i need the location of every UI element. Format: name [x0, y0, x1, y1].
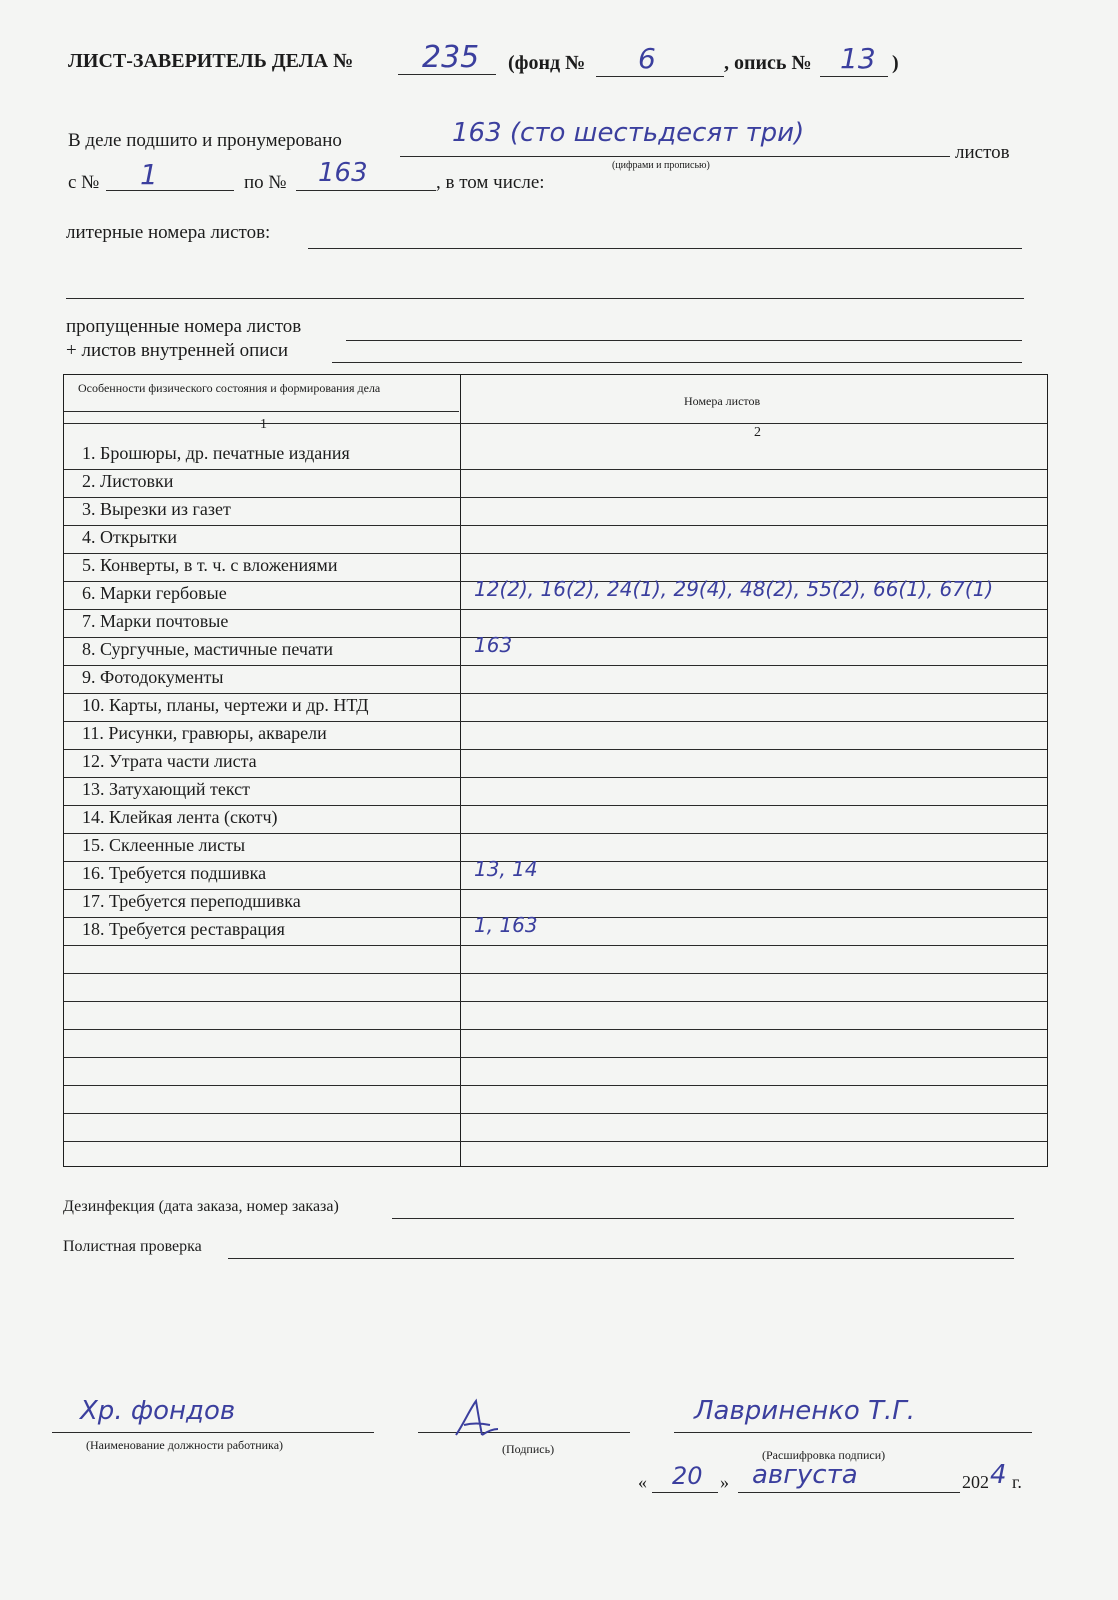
- handwritten-signature: [450, 1395, 500, 1441]
- condition-table: [63, 374, 1048, 1167]
- from-line: [106, 190, 234, 191]
- close-paren: ): [892, 52, 899, 74]
- row-divider: [64, 805, 1047, 806]
- column1-number: 1: [260, 417, 267, 432]
- empty-row-divider: [64, 973, 1047, 974]
- sheet-check-line: [228, 1258, 1014, 1259]
- sheets-label: В деле подшито и пронумеровано: [68, 130, 342, 151]
- row-divider: [64, 469, 1047, 470]
- row-divider: [64, 749, 1047, 750]
- row-divider: [64, 917, 1047, 918]
- case-number: 235: [422, 40, 480, 75]
- name-line: [674, 1432, 1032, 1433]
- title-prefix: ЛИСТ-ЗАВЕРИТЕЛЬ ДЕЛА №: [68, 50, 354, 72]
- row-divider: [64, 497, 1047, 498]
- date-year-end: г.: [1012, 1472, 1022, 1492]
- sheets-units: листов: [955, 142, 1010, 163]
- date-quote-open: «: [638, 1472, 647, 1492]
- header-line-1: [64, 411, 459, 412]
- empty-row-divider: [64, 1085, 1047, 1086]
- table-row-label: 10. Карты, планы, чертежи и др. НТД: [82, 695, 369, 715]
- column-divider: [460, 375, 461, 1166]
- table-row-label: 18. Требуется реставрация: [82, 919, 285, 939]
- disinfection-label: Дезинфекция (дата заказа, номер заказа): [63, 1198, 339, 1215]
- missing-numbers-line: [346, 340, 1022, 341]
- position-caption: (Наименование должности работника): [86, 1438, 284, 1452]
- missing-numbers-label: пропущенные номера листов: [66, 316, 302, 337]
- internal-inventory-line: [332, 362, 1022, 363]
- date-quote-close: »: [720, 1472, 729, 1492]
- sheets-hint: (цифрами и прописью): [612, 160, 710, 171]
- to-line: [296, 190, 436, 191]
- name-caption: (Расшифровка подписи): [762, 1448, 886, 1462]
- empty-row-divider: [64, 1001, 1047, 1002]
- date-year-suffix: 4: [990, 1460, 1007, 1490]
- from-label: с №: [68, 172, 100, 193]
- opis-line: [820, 76, 888, 77]
- sheet-check-label: Полистная проверка: [63, 1238, 202, 1255]
- row-divider: [64, 609, 1047, 610]
- header-line-2: [64, 423, 1047, 424]
- row-divider: [64, 721, 1047, 722]
- fond-label: (фонд №: [508, 52, 586, 74]
- table-row-label: 6. Марки гербовые: [82, 583, 227, 603]
- table-row-label: 14. Клейкая лента (скотч): [82, 807, 278, 827]
- row-divider: [64, 777, 1047, 778]
- month-line: [738, 1492, 960, 1493]
- table-row-label: 5. Конверты, в т. ч. с вложениями: [82, 555, 338, 575]
- row-divider: [64, 525, 1047, 526]
- including-label: , в том числе:: [436, 172, 545, 193]
- table-row-value: 163: [474, 633, 513, 657]
- column2-number: 2: [754, 425, 761, 440]
- from-value: 1: [140, 158, 158, 191]
- position-value: Хр. фондов: [80, 1396, 236, 1426]
- table-row-label: 8. Сургучные, мастичные печати: [82, 639, 333, 659]
- letter-numbers-line-2: [66, 298, 1024, 299]
- letter-numbers-line: [308, 248, 1022, 249]
- date-month: августа: [752, 1460, 858, 1490]
- table-row-label: 15. Склеенные листы: [82, 835, 246, 855]
- table-row-label: 7. Марки почтовые: [82, 611, 229, 631]
- table-row-label: 4. Открытки: [82, 527, 177, 547]
- sheets-line: [400, 156, 950, 157]
- position-line: [52, 1432, 374, 1433]
- row-divider: [64, 833, 1047, 834]
- table-row-value: 12(2), 16(2), 24(1), 29(4), 48(2), 55(2), 66(1), 67(1): [474, 577, 994, 601]
- table-row-value: 13, 14: [474, 857, 538, 881]
- row-divider: [64, 665, 1047, 666]
- title: [68, 50, 353, 73]
- opis-label: , опись №: [724, 52, 812, 74]
- to-value: 163: [318, 158, 368, 188]
- table-row-label: 1. Брошюры, др. печатные издания: [82, 443, 350, 463]
- row-divider: [64, 861, 1047, 862]
- to-label: по №: [244, 172, 287, 193]
- letter-numbers-label: литерные номера листов:: [66, 222, 271, 243]
- row-divider: [64, 637, 1047, 638]
- table-row-value: 1, 163: [474, 913, 538, 937]
- table-row-label: 13. Затухающий текст: [82, 779, 251, 799]
- disinfection-line: [392, 1218, 1014, 1219]
- table-row-label: 12. Утрата части листа: [82, 751, 257, 771]
- internal-inventory-label: + листов внутренней описи: [66, 340, 289, 361]
- row-divider: [64, 945, 1047, 946]
- day-line: [652, 1492, 718, 1493]
- opis-number: 13: [840, 42, 876, 75]
- empty-row-divider: [64, 1029, 1047, 1030]
- row-divider: [64, 693, 1047, 694]
- row-divider: [64, 553, 1047, 554]
- date-year-prefix: 202: [962, 1472, 989, 1492]
- table-row-label: 2. Листовки: [82, 471, 174, 491]
- sheets-value: 163 (сто шестьдесят три): [452, 118, 805, 148]
- table-row-label: 17. Требуется переподшивка: [82, 891, 301, 911]
- fond-number: 6: [638, 42, 656, 75]
- table-row-label: 16. Требуется подшивка: [82, 863, 267, 883]
- empty-row-divider: [64, 1057, 1047, 1058]
- fond-line: [596, 76, 724, 77]
- date-day: 20: [672, 1462, 703, 1490]
- table-row-label: 3. Вырезки из газет: [82, 499, 231, 519]
- table-row-label: 9. Фотодокументы: [82, 667, 224, 687]
- column1-header: Особенности физического состояния и формирования дела: [78, 381, 381, 395]
- empty-row-divider: [64, 1113, 1047, 1114]
- empty-row-divider: [64, 1141, 1047, 1142]
- table-row-label: 11. Рисунки, гравюры, акварели: [82, 723, 327, 743]
- signature-caption: (Подпись): [502, 1442, 555, 1456]
- row-divider: [64, 889, 1047, 890]
- column2-header: Номера листов: [684, 394, 761, 408]
- name-value: Лавриненко Т.Г.: [694, 1396, 915, 1426]
